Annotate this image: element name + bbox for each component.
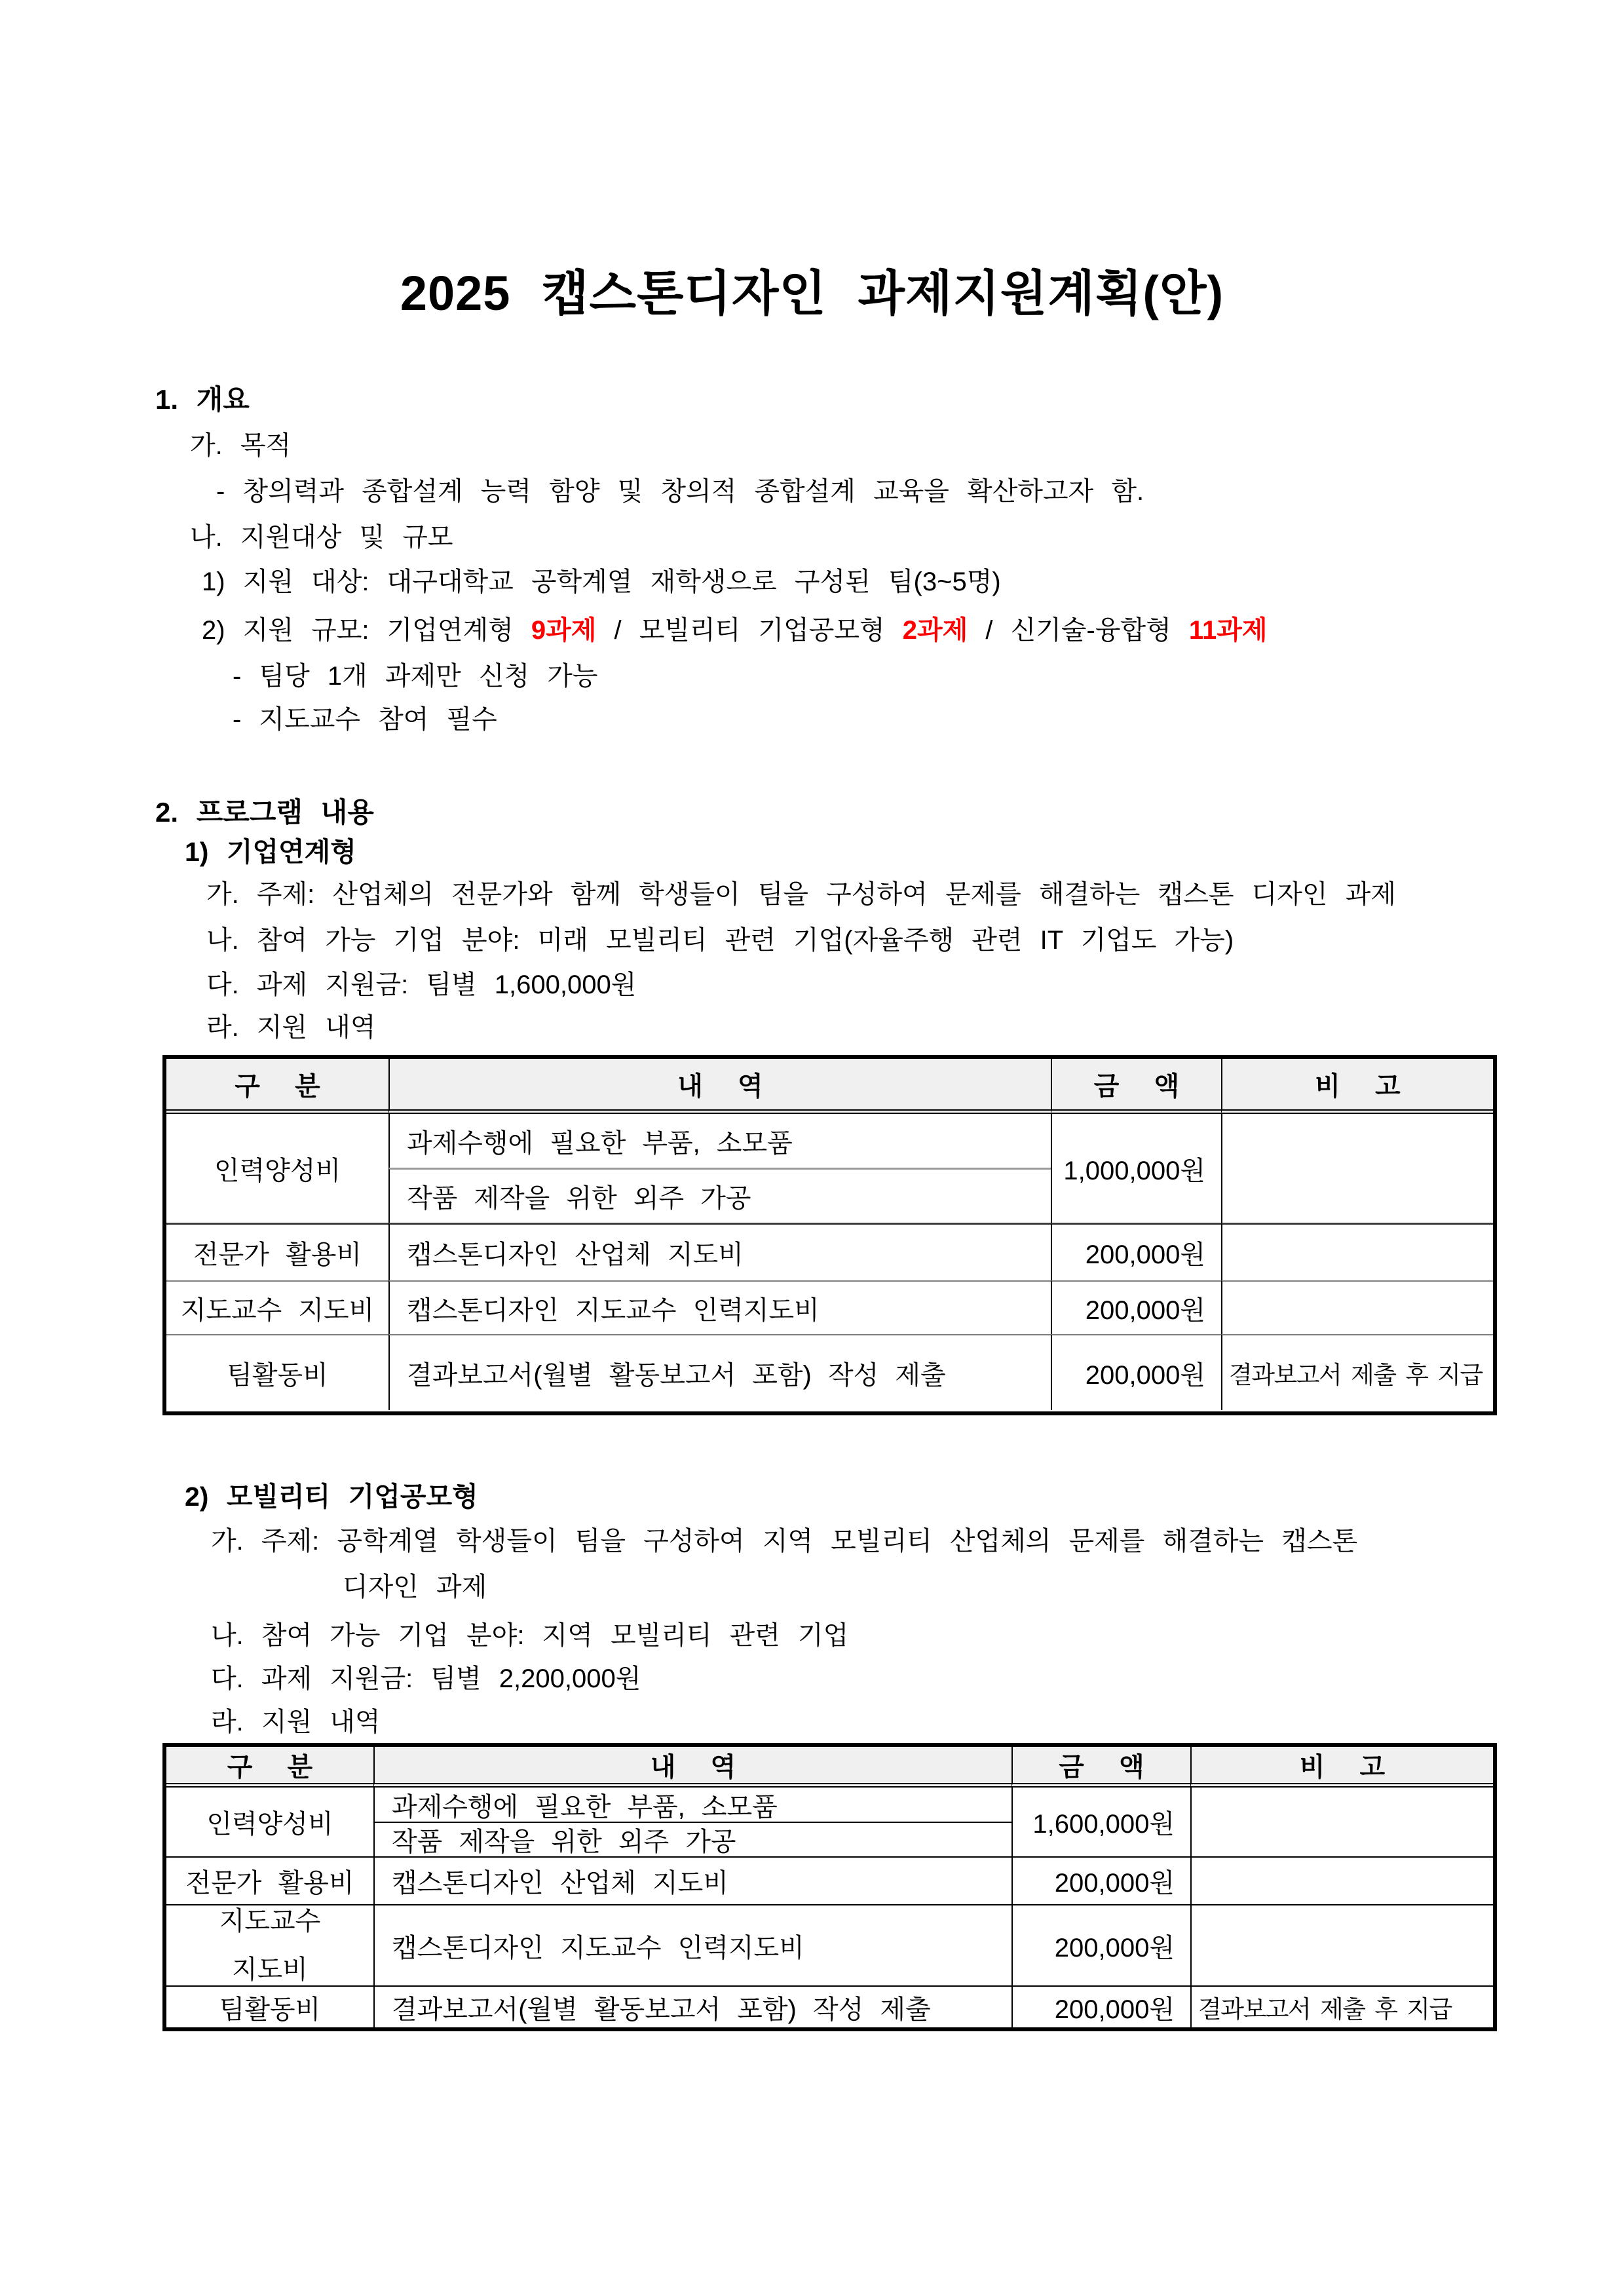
t2-header-detail: 내 역: [373, 1747, 1011, 1788]
section1-note2: - 지도교수 참여 필수: [233, 705, 497, 734]
t1-row3-category: 지도교수 지도비: [166, 1280, 388, 1334]
sub2-companies: 나. 참여 가능 기업 분야: 지역 모빌리티 관련 기업: [211, 1621, 849, 1650]
t2-row3-note: [1190, 1904, 1493, 1985]
t1-row1-note: [1221, 1114, 1493, 1223]
t1-header-amount: 금 액: [1051, 1059, 1221, 1114]
t2-row3-category: [166, 1904, 373, 1985]
t1-row3-note: [1221, 1280, 1493, 1334]
text-segment: / 신기술-융합형: [968, 616, 1189, 645]
section1-heading: 1. 개요: [155, 384, 250, 415]
t2-row1-note: [1190, 1788, 1493, 1856]
text-segment: 2) 지원 규모: 기업연계형: [202, 616, 531, 645]
section1-scale: [202, 608, 1268, 653]
t2-row4-note: 결과보고서 제출 후 지급: [1190, 1985, 1493, 2027]
t2-row3-category-line2: 지도비: [232, 1955, 308, 1984]
t2-row2-category: 전문가 활용비: [166, 1856, 373, 1904]
sub1-heading: 1) 기업연계형: [185, 837, 356, 867]
sub2-topic-line1: 가. 주제: 공학계열 학생들이 팀을 구성하여 지역 모빌리티 산업체의 문제를 해결하는 캡스톤: [211, 1527, 1358, 1556]
t1-header-note: 비 고: [1221, 1059, 1493, 1114]
t2-row4-detail: 결과보고서(월별 활동보고서 포함) 작성 제출: [373, 1985, 1011, 2027]
section1-purpose-label: 가. 목적: [190, 431, 292, 460]
t1-row1-category: 인력양성비: [214, 1156, 341, 1185]
t1-row2-amount: 200,000원: [1051, 1223, 1221, 1280]
page-title: 2025 캡스톤디자인 과제지원계획(안): [400, 266, 1224, 320]
text-segment: / 모빌리티 기업공모형: [596, 616, 903, 645]
sub2-support-label: 라. 지원 내역: [211, 1708, 381, 1736]
sub1-fund: 다. 과제 지원금: 팀별 1,600,000원: [206, 970, 637, 999]
t2-row2-amount: 200,000원: [1011, 1856, 1190, 1904]
t1-row2-note: [1221, 1223, 1493, 1280]
t2-row1-detail-b: 작품 제작을 위한 외주 가공: [373, 1822, 1011, 1856]
t1-row1-amount: 1,000,000원: [1051, 1114, 1221, 1223]
t2-row2-detail: 캡스톤디자인 산업체 지도비: [373, 1856, 1011, 1904]
t2-row3-detail: 캡스톤디자인 지도교수 인력지도비: [373, 1904, 1011, 1985]
support-table-1: [162, 1055, 1497, 1415]
t2-header-category: 구 분: [166, 1747, 373, 1788]
t2-row2-note: [1190, 1856, 1493, 1904]
sub1-companies: 나. 참여 가능 기업 분야: 미래 모빌리티 관련 기업(자율주행 관련 IT 기업도 가능): [206, 926, 1234, 955]
section1-purpose-text: - 창의력과 종합설계 능력 함양 및 창의적 종합설계 교육을 확산하고자 함.: [216, 477, 1144, 506]
section1-scope-label: 나. 지원대상 및 규모: [190, 523, 453, 552]
t1-row3-amount: 200,000원: [1051, 1280, 1221, 1334]
t2-row1-category: 인력양성비: [206, 1810, 333, 1839]
t2-header-amount: 금 액: [1011, 1747, 1190, 1788]
t2-row3-amount: 200,000원: [1011, 1904, 1190, 1985]
t2-row4-category: 팀활동비: [166, 1985, 373, 2027]
text-segment: 9과제: [531, 616, 597, 645]
sub2-heading: 2) 모빌리티 기업공모형: [185, 1482, 478, 1512]
section2-heading: 2. 프로그램 내용: [155, 797, 374, 828]
t1-row4-amount: 200,000원: [1051, 1334, 1221, 1410]
text-segment: 2과제: [902, 616, 968, 645]
sub2-fund: 다. 과제 지원금: 팀별 2,200,000원: [211, 1664, 641, 1693]
t1-row3-detail: 캡스톤디자인 지도교수 인력지도비: [388, 1280, 1051, 1334]
t1-row1-detail-a: 과제수행에 필요한 부품, 소모품: [388, 1114, 1051, 1168]
sub1-support-label: 라. 지원 내역: [206, 1013, 376, 1042]
t1-row4-category: 팀활동비: [166, 1334, 388, 1410]
sub1-topic: 가. 주제: 산업체의 전문가와 함께 학생들이 팀을 구성하여 문제를 해결하는 캡스톤 디자인 과제: [206, 880, 1396, 909]
t1-header-detail: 내 역: [388, 1059, 1051, 1114]
t2-row1-detail-a: 과제수행에 필요한 부품, 소모품: [373, 1788, 1011, 1822]
text-segment: 11과제: [1188, 616, 1268, 645]
section1-target: 1) 지원 대상: 대구대학교 공학계열 재학생으로 구성된 팀(3~5명): [202, 567, 1001, 596]
t2-row3-category-line1: 지도교수: [219, 1907, 321, 1936]
t1-row2-detail: 캡스톤디자인 산업체 지도비: [388, 1223, 1051, 1280]
t1-row4-note: 결과보고서 제출 후 지급: [1221, 1334, 1493, 1410]
sub2-topic-line2: 디자인 과제: [343, 1573, 487, 1601]
t1-row4-detail: 결과보고서(월별 활동보고서 포함) 작성 제출: [388, 1334, 1051, 1410]
t2-row1-amount: 1,600,000원: [1011, 1788, 1190, 1856]
support-table-2: [162, 1743, 1497, 2031]
t1-header-category: 구 분: [166, 1059, 388, 1114]
t1-row2-category: 전문가 활용비: [166, 1223, 388, 1280]
t2-header-note: 비 고: [1190, 1747, 1493, 1788]
t2-row4-amount: 200,000원: [1011, 1985, 1190, 2027]
t1-row1-detail-b: 작품 제작을 위한 외주 가공: [388, 1168, 1051, 1223]
section1-note1: - 팀당 1개 과제만 신청 가능: [233, 662, 598, 691]
